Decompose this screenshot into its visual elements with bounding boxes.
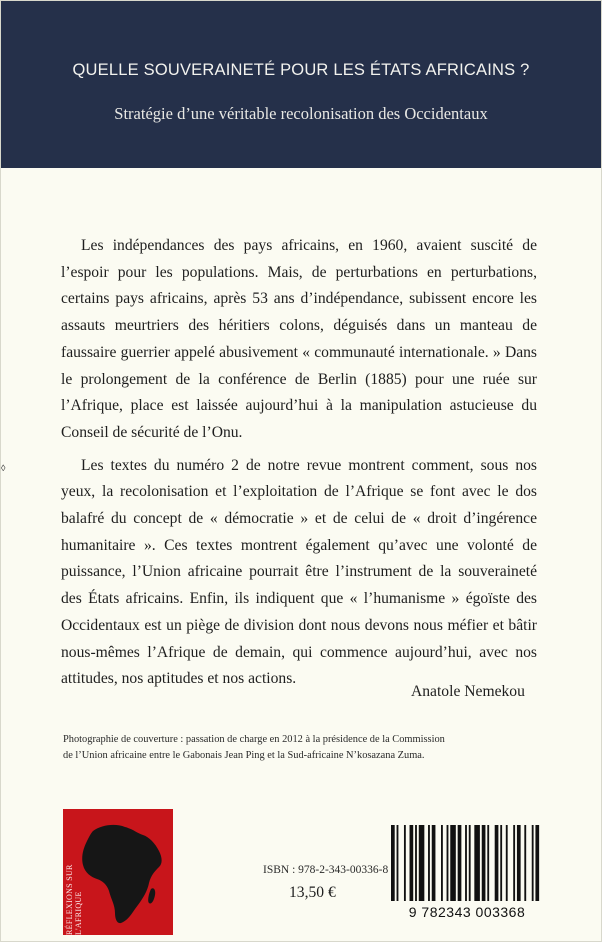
book-title: QUELLE SOUVERAINETÉ POUR LES ÉTATS AFRICAINS ? — [72, 61, 530, 79]
caption-line-2: de l’Union africaine entre le Gabonais Jean Ping et la Sud-africaine N’kosazana Zuma. — [63, 750, 425, 761]
barcode-bar — [432, 825, 436, 901]
barcode-bar — [458, 825, 462, 901]
barcode-digits: 9 782343 003368 — [408, 904, 526, 920]
blurb-paragraph-2: Les textes du numéro 2 de notre revue montrent comment, sous nos yeux, la recolonisation et l’exploitation de l’Afrique se font avec le dos balafré du concept de « démocratie » et de celui de « droit d’ingérence humanitaire ». Ces textes montrent également qu’avec une volonté de puissance, l’Union africaine pourrait être l’instrument de la souveraineté des États africains. Enfin, ils indiquent que « l’humanisme » égoïste des Occidentaux est un piège de division dont nous devons nous méfier et bâtir nous-mêmes l’Afrique de demain, qui commence aujourd’hui, avec nos attitudes, nos aptitudes et nos actions. — [61, 456, 537, 688]
barcode-icon — [391, 825, 541, 901]
barcode-bar — [428, 825, 430, 901]
barcode-bar — [441, 825, 443, 901]
barcode-bar — [469, 825, 471, 901]
barcode-bar — [465, 825, 467, 901]
barcode-bar — [532, 825, 534, 901]
isbn: ISBN : 978-2-343-00336-8 — [263, 864, 389, 876]
price: 13,50 € — [289, 884, 336, 901]
barcode-bar — [397, 825, 399, 901]
barcode-bar — [450, 825, 456, 901]
barcode-bar — [404, 825, 406, 901]
barcode-bar — [535, 825, 539, 901]
barcode-bar — [495, 825, 499, 901]
barcode-bar — [500, 825, 502, 901]
barcode-bar — [474, 825, 480, 901]
barcode-bar — [391, 825, 395, 901]
edge-mark: ◊ — [1, 463, 6, 473]
author-name: Anatole Nemekou — [411, 683, 525, 700]
blurb — [61, 233, 537, 699]
header-banner — [1, 1, 601, 168]
barcode-bar — [524, 825, 526, 901]
barcode-bar — [517, 825, 521, 901]
barcode-bar — [482, 825, 486, 901]
barcode-bar — [410, 825, 414, 901]
barcode-bar — [415, 825, 417, 901]
blurb-paragraph-1: Les indépendances des pays africains, en 1960, avaient suscité de l’espoir pour les populations. Mais, de perturbations en perturbations, certains pays africains, après 53 ans d’indépendance, subissent encore les assauts meurtriers des héritiers colons, déguisés dans un manteau de faussaire guerrier appelé abusivement « communauté internationale. » Dans le prolongement de la conférence de Berlin (1885) pour une ruée sur l’Afrique, place est laissée aujourd’hui à la manipulation astucieuse du Conseil de sécurité de l’Onu. — [61, 237, 537, 441]
barcode-bar — [506, 825, 508, 901]
barcode-bar — [487, 825, 489, 901]
barcode-bar — [419, 825, 425, 901]
barcode-bar — [513, 825, 515, 901]
publisher-logo — [63, 809, 173, 935]
barcode-bar — [447, 825, 449, 901]
logo-text: RÉFLEXIONS SUR L'AFRIQUE — [65, 864, 83, 935]
caption-line-1: Photographie de couverture : passation de charge en 2012 à la présidence de la Commission — [63, 734, 445, 745]
photo-caption — [63, 732, 533, 764]
book-subtitle: Stratégie d’une véritable recolonisation des Occidentaux — [114, 104, 488, 123]
